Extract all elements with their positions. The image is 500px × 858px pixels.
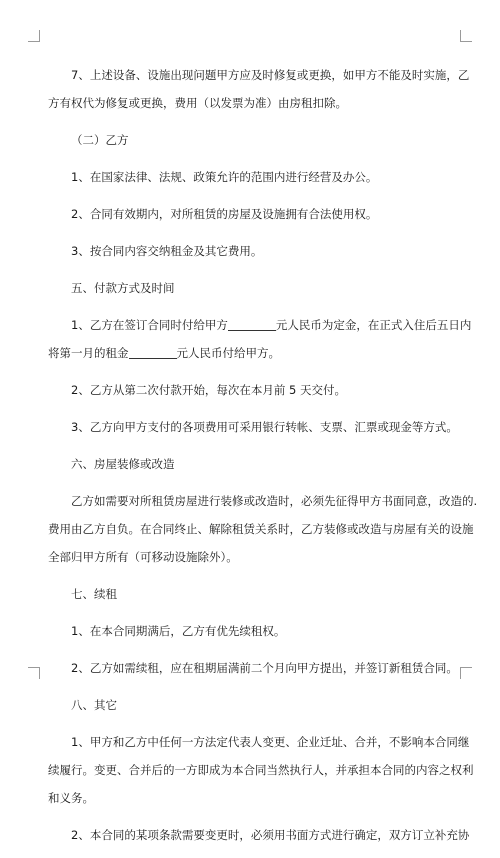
renovation-line-1: 乙方如需要对所租赁房屋进行装修或改造时，必须先征得甲方书面同意，改造的. (71, 494, 478, 508)
clause-7-line-1: 7、上述设备、设施出现问题甲方应及时修复或更换，如甲方不能及时实施，乙 (71, 68, 470, 82)
document-body (48, 61, 478, 858)
crop-mark-bottom-left (28, 667, 40, 679)
crop-mark-bottom-right (460, 667, 472, 679)
other-item-1 (48, 728, 474, 812)
section-6-heading: 六、房屋装修或改造 (71, 457, 175, 471)
payment-text-c: 将第一月的租金 (48, 346, 129, 360)
payment-text-a: 1、乙方在签订合同时付给甲方 (71, 318, 228, 332)
deposit-blank-field[interactable] (228, 318, 276, 331)
crop-mark-top-left (28, 30, 40, 42)
clause-7-line-2: 方有权代为修复或更换，费用（以发票为准）由房租扣除。 (48, 96, 347, 110)
party-b-item-3: 3、按合同内容交纳租金及其它费用。 (71, 244, 263, 258)
renovation-line-2: 费用由乙方自负。在合同终止、解除租赁关系时，乙方装修或改造与房屋有关的设施 (48, 522, 474, 536)
payment-text-b: 元人民币为定金，在正式入住后五日内 (275, 318, 472, 332)
renewal-item-2: 2、乙方如需续租，应在租期届满前二个月向甲方提出，并签订新租赁合同。 (71, 661, 458, 675)
section-5-heading: 五、付款方式及时间 (71, 281, 175, 295)
section-7-heading: 七、续租 (71, 587, 117, 601)
party-b-item-2: 2、合同有效期内，对所租赁的房屋及设施拥有合法使用权。 (71, 207, 378, 221)
other-item-1-line-3: 和义务。 (48, 791, 94, 805)
payment-item-3: 3、乙方向甲方支付的各项费用可采用银行转帐、支票、汇票或现金等方式。 (71, 420, 458, 434)
renovation-paragraph (48, 487, 478, 571)
payment-item-2: 2、乙方从第二次付款开始，每次在本月前 5 天交付。 (71, 383, 346, 397)
section-8-heading: 八、其它 (71, 698, 117, 712)
payment-item-1 (48, 311, 472, 367)
renewal-item-1: 1、在本合同期满后，乙方有优先续租权。 (71, 624, 286, 638)
crop-mark-top-right (460, 30, 472, 42)
payment-text-d: 元人民币付给甲方。 (176, 346, 280, 360)
first-rent-blank-field[interactable] (129, 346, 177, 359)
section-b-heading: （二）乙方 (71, 133, 129, 147)
other-item-1-line-2: 续履行。变更、合并后的一方即成为本合同当然执行人，并承担本合同的内容之权利 (48, 763, 474, 777)
payment-item-1-line-1 (48, 311, 472, 339)
clause-7-paragraph (48, 61, 470, 117)
renovation-line-3: 全部归甲方所有（可移动设施除外）。 (48, 550, 238, 564)
other-item-2-line-1: 2、本合同的某项条款需要变更时，必须用书面方式进行确定，双方订立补充协 (71, 828, 470, 842)
payment-item-1-line-2 (48, 339, 440, 367)
other-item-1-line-1: 1、甲方和乙方中任何一方法定代表人变更、企业迁址、合并，不影响本合同继 (71, 735, 470, 749)
party-b-item-1: 1、在国家法律、法规、政策允许的范围内进行经营及办公。 (71, 170, 378, 184)
